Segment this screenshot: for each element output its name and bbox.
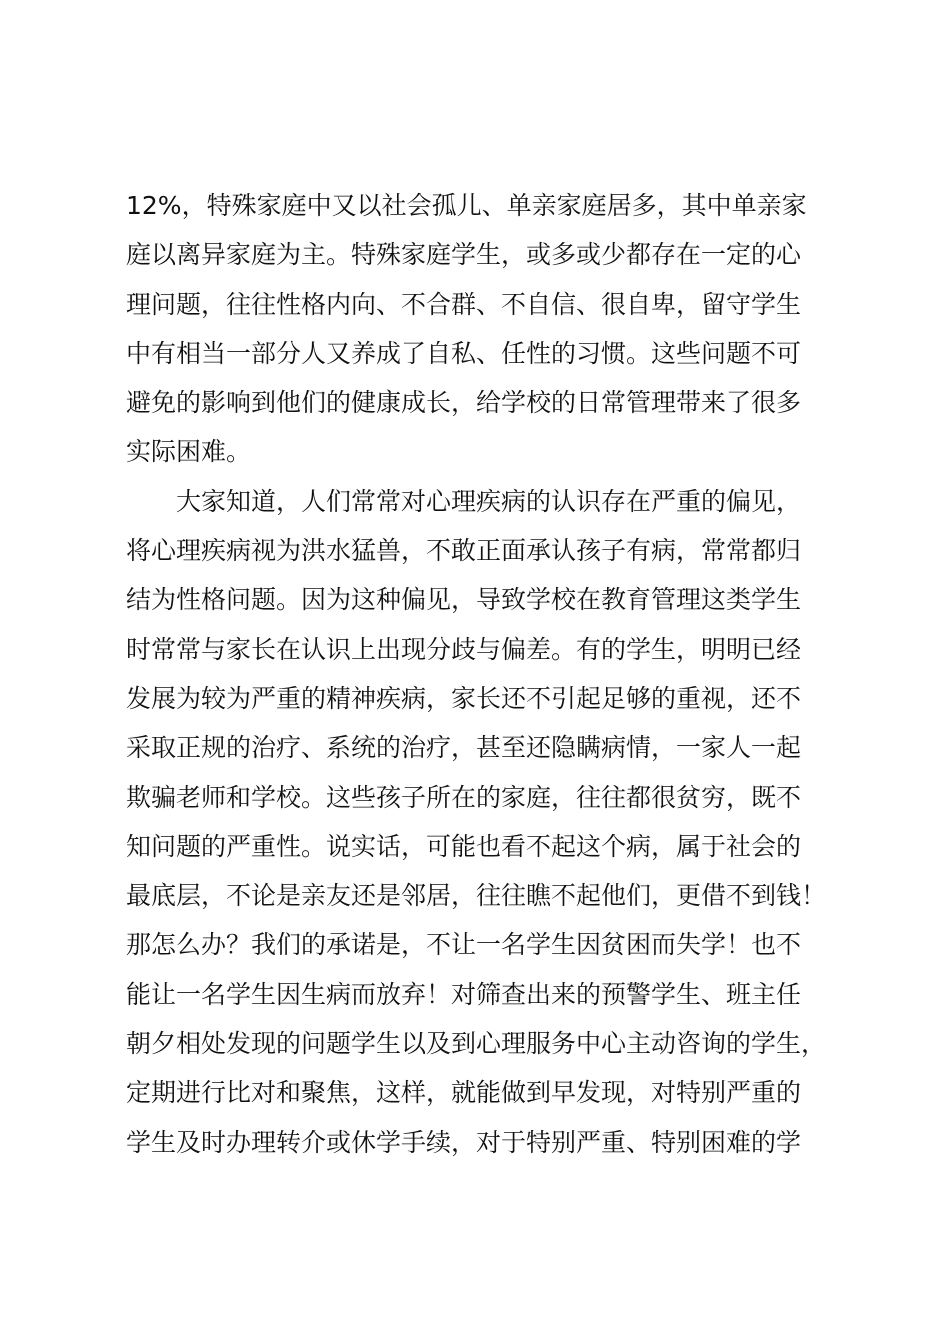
text-line: 将心理疾病视为洪水猛兽，不敢正面承认孩子有病，常常都归 (126, 536, 802, 566)
text-line: 定期进行比对和聚焦，这样，就能做到早发现，对特别严重的 (126, 1078, 802, 1108)
text-line: 结为性格问题。因为这种偏见，导致学校在教育管理这类学生 (126, 585, 802, 615)
text-line: 庭以离异家庭为主。特殊家庭学生，或多或少都存在一定的心 (126, 240, 802, 270)
text-line: 能让一名学生因生病而放弃！对筛查出来的预警学生、班主任 (126, 979, 802, 1009)
text-line: 时常常与家长在认识上出现分歧与偏差。有的学生，明明已经 (126, 634, 802, 664)
text-line: 欺骗老师和学校。这些孩子所在的家庭，往往都很贫穷，既不 (126, 782, 802, 812)
text-line: 实际困难。 (126, 437, 252, 467)
text-line: 发展为较为严重的精神疾病，家长还不引起足够的重视，还不 (126, 683, 802, 713)
text-line: 理问题，往往性格内向、不合群、不自信、很自卑，留守学生 (126, 289, 802, 319)
body-text (126, 181, 838, 1167)
text-line: 那怎么办？我们的承诺是，不让一名学生因贫困而失学！也不 (126, 930, 802, 960)
text-line: 学生及时办理转介或休学手续，对于特别严重、特别困难的学 (126, 1127, 802, 1157)
text-line: 避免的影响到他们的健康成长，给学校的日常管理带来了很多 (126, 388, 802, 418)
text-line: 知问题的严重性。说实话，可能也看不起这个病，属于社会的 (126, 831, 802, 861)
text-line: 大家知道，人们常常对心理疾病的认识存在严重的偏见， (126, 486, 802, 516)
text-line: 采取正规的治疗、系统的治疗，甚至还隐瞒病情，一家人一起 (126, 733, 802, 763)
text-line: 12%，特殊家庭中又以社会孤儿、单亲家庭居多，其中单亲家 (126, 191, 807, 220)
text-line: 最底层，不论是亲友还是邻居，往往瞧不起他们，更借不到钱！ (126, 881, 827, 911)
text-line: 朝夕相处发现的问题学生以及到心理服务中心主动咨询的学生， (126, 1029, 827, 1059)
text-line: 中有相当一部分人又养成了自私、任性的习惯。这些问题不可 (126, 338, 802, 368)
